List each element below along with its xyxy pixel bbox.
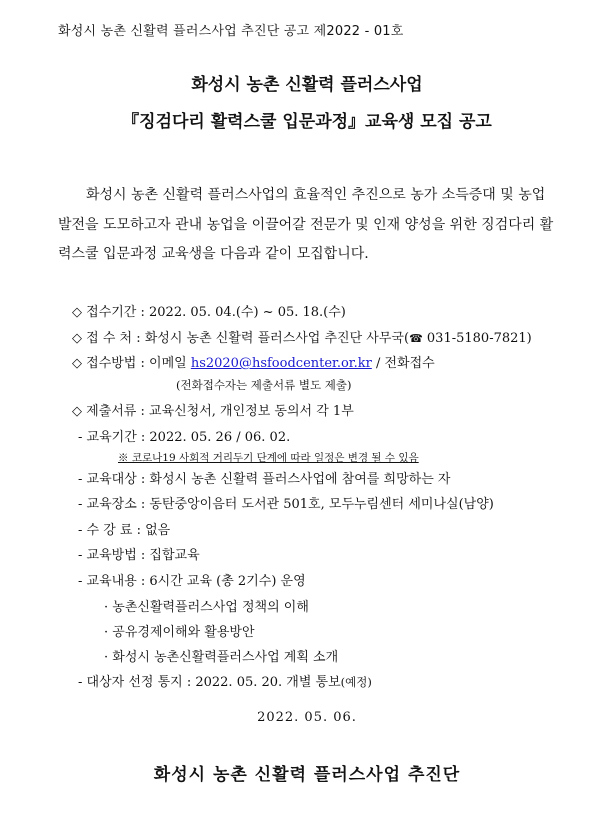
- item-application-period: ◇ 접수기간 : 2022. 05. 04.(수) ~ 05. 18.(수): [72, 305, 346, 320]
- intro-paragraph: [58, 181, 558, 270]
- notice-tentative: (예정): [340, 675, 372, 689]
- method-suffix: / 전화접수: [371, 356, 435, 371]
- item-place: - 교육장소 : 동탄중앙이음터 도서관 501호, 모두누림센터 세미나실(남양): [78, 497, 494, 512]
- item-selection-notice: [78, 671, 372, 690]
- issuing-organization: 화성시 농촌 신활력 플러스사업 추진단: [153, 765, 461, 785]
- item-education-period: - 교육기간 : 2022. 05. 26 / 06. 02.: [78, 430, 291, 445]
- item-education-method: - 교육방법 : 집합교육: [78, 548, 200, 563]
- email-link[interactable]: hs2020@hsfoodcenter.or.kr: [190, 356, 372, 371]
- item-education-content: - 교육내용 : 6시간 교육 (총 2기수) 운영: [78, 574, 306, 589]
- notice-text: - 대상자 선정 통지 : 2022. 05. 20. 개별 통보: [78, 675, 341, 690]
- title-line-2: 『징검다리 활력스쿨 입문과정』교육생 모집 공고: [122, 112, 492, 132]
- covid-note: ※ 코로나19 사회적 거리두기 단계에 따라 일정은 변경 될 수 있음: [118, 452, 419, 464]
- office-text: ◇ 접 수 처 : 화성시 농촌 신활력 플러스사업 추진단 사무국(: [72, 331, 410, 346]
- item-application-method: [72, 352, 435, 371]
- item-documents: ◇ 제출서류 : 교육신청서, 개인정보 동의서 각 1부: [72, 404, 354, 419]
- item-fee: - 수 강 료 : 없음: [78, 523, 171, 538]
- method-text: ◇ 접수방법 : 이메일: [72, 356, 191, 371]
- announcement-date: 2022. 05. 06.: [257, 710, 357, 725]
- content-item: · 화성시 농촌신활력플러스사업 계획 소개: [104, 650, 339, 665]
- intro-text: 화성시 농촌 신활력 플러스사업의 효율적인 추진으로 농가 소득증대 및 농업 발전을 도모하고자 관내 농업을 이끌어갈 전문가 및 인재 양성을 위한 징검다리 활력스쿨 입문과정 교육생을 다음과 같이 모집합니다.: [58, 187, 554, 262]
- office-phone: 031-5180-7821): [422, 331, 532, 346]
- item-application-office: [72, 327, 532, 346]
- telephone-icon: ☎: [409, 332, 423, 345]
- content-item: · 농촌신활력플러스사업 정책의 이해: [104, 600, 309, 615]
- title-line-1: 화성시 농촌 신활력 플러스사업: [191, 75, 423, 95]
- announcement-number: 화성시 농촌 신활력 플러스사업 추진단 공고 제2022 - 01호: [58, 24, 404, 39]
- method-note: (전화접수자는 제출서류 별도 제출): [176, 378, 352, 392]
- item-target: - 교육대상 : 화성시 농촌 신활력 플러스사업에 참여를 희망하는 자: [78, 472, 451, 487]
- content-item: · 공유경제이해와 활용방안: [104, 625, 255, 640]
